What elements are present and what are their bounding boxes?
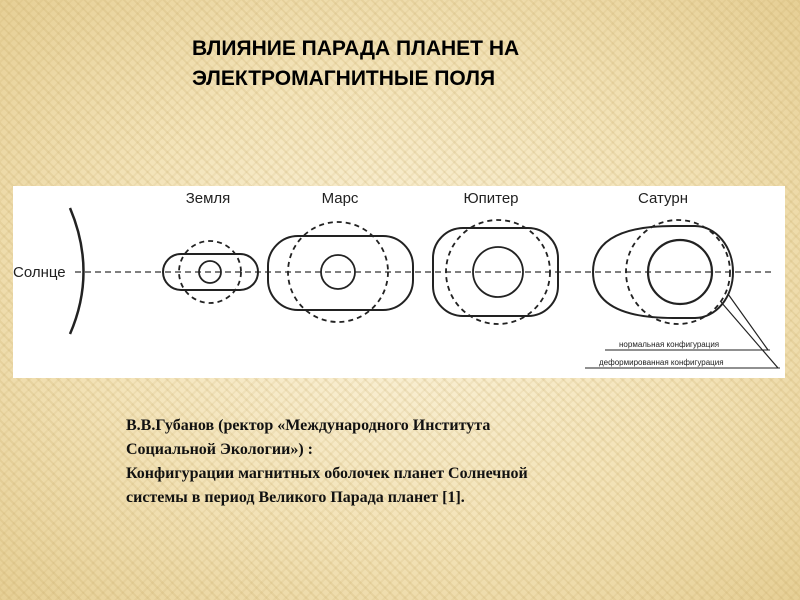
caption-line-4: системы в период Великого Парада планет [1]. [126,489,465,506]
caption-line-3: Конфигурации магнитных оболочек планет Солнечной [126,465,528,482]
diagram-svg [13,186,785,378]
planet-label-jupiter: Юпитер [463,190,519,207]
caption-line-1: В.В.Губанов (ректор «Международного Института [126,417,491,434]
caption [126,414,726,510]
legend-label-deformed: деформированная конфигурация [599,358,724,367]
sun-arc [70,208,84,334]
slide-title-line-2: ЭЛЕКТРОМАГНИТНЫЕ ПОЛЯ [192,67,496,90]
magnetosphere-diagram [13,186,785,378]
legend-pointer-deformed [721,302,778,368]
slide-title [192,34,712,94]
sun-label: Солнце [13,264,66,281]
planet-label-saturn: Сатурн [637,190,689,207]
legend-pointer-normal [728,294,768,350]
planet-label-mars: Марс [321,190,359,207]
mars-normal-magnetosphere [268,236,413,310]
caption-line-2: Социальной Экологии») : [126,441,313,458]
planet-label-earth: Земля [185,190,231,207]
legend-label-normal: нормальная конфигурация [619,340,720,349]
slide-title-line-1: ВЛИЯНИЕ ПАРАДА ПЛАНЕТ НА [192,37,520,60]
